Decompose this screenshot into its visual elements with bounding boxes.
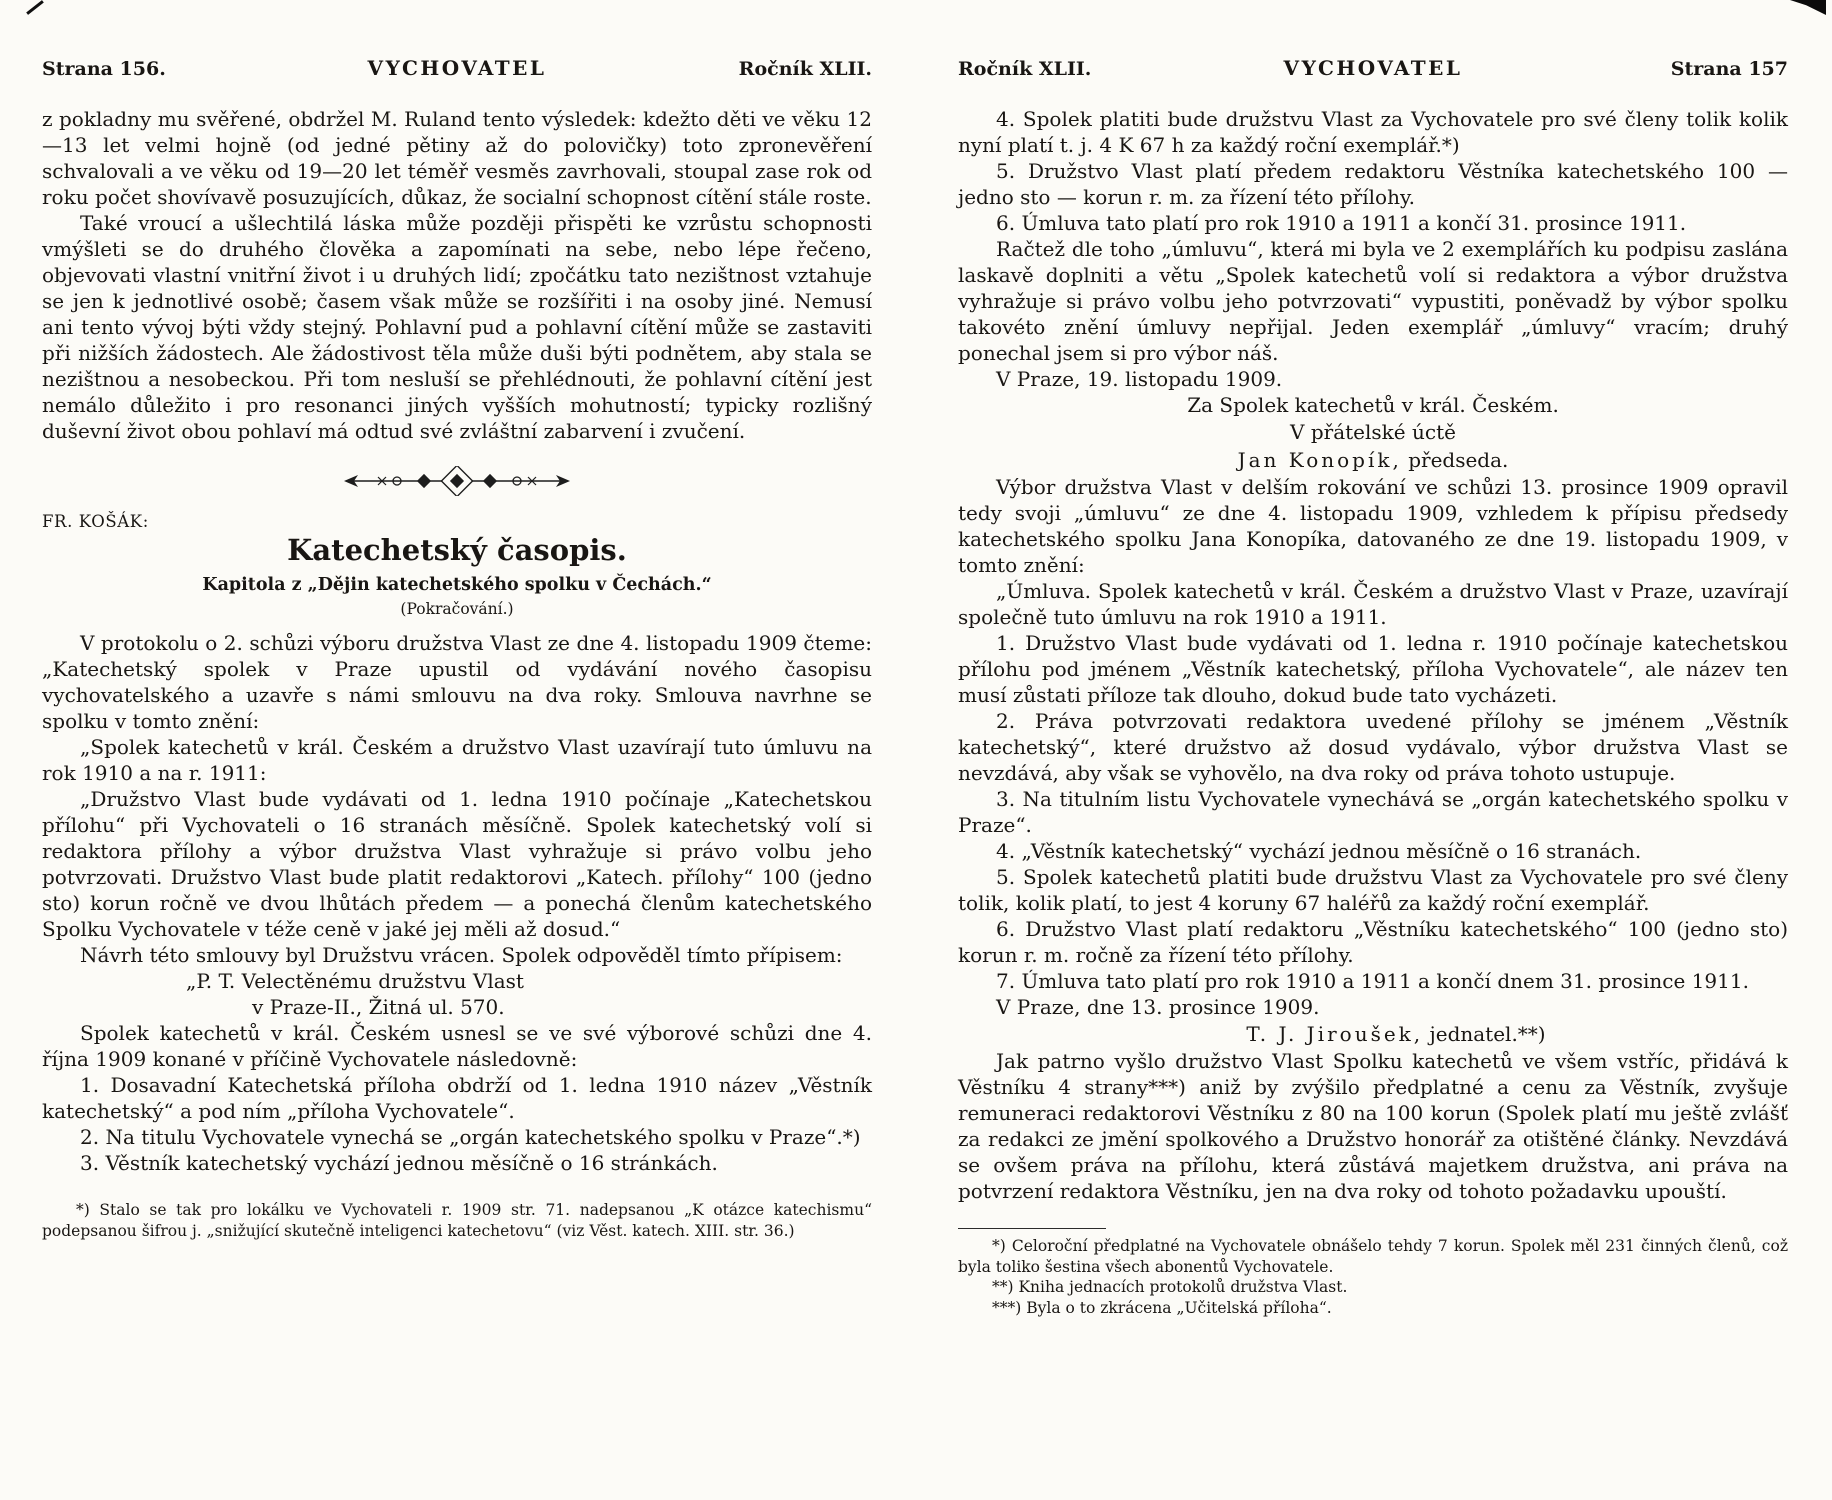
footnote: ***) Byla o to zkrácena „Učitelská příloha“.: [992, 1298, 1332, 1317]
running-header: [42, 56, 872, 80]
list-item: 5. Družstvo Vlast platí předem redaktoru Věstníka katechetského 100 — jedno sto — korun r. m. za řízení této přílohy.: [958, 159, 1788, 209]
continuation-note: (Pokračování.): [400, 600, 514, 618]
body-paragraph: „Spolek katechetů v král. Českém a družstvo Vlast uzavírají tuto úmluvu na rok 1910 a na r. 1911:: [42, 735, 872, 785]
article-author: FR. KOŠÁK:: [42, 512, 149, 531]
footnotes-block: [42, 1200, 872, 1241]
list-item: 5. Spolek katechetů platiti bude družstvu Vlast za Vychovatele pro své členy tolik, kolik platí, to jest 4 koruny 67 haléřů za každý roční exemplář.: [958, 865, 1788, 915]
list-item: 4. „Věstník katechetský“ vychází jednou měsíčně o 16 stranách.: [996, 839, 1642, 863]
journal-title: VYCHOVATEL: [367, 56, 547, 80]
footnote: *) Celoroční předplatné na Vychovatele obnášelo tehdy 7 korun. Spolek měl 231 činných členů, což byla toliko šestina všech abonentů Vychovatele.: [958, 1237, 1788, 1276]
list-item: 3. Věstník katechetský vychází jednou měsíčně o 16 stránkách.: [80, 1151, 718, 1175]
list-item: 6. Družstvo Vlast platí redaktoru „Věstníku katechetského“ 100 (jedno sto) korun r. m. ročně za řízení této přílohy.: [958, 917, 1788, 967]
journal-title: VYCHOVATEL: [1283, 56, 1463, 80]
list-item: 4. Spolek platiti bude družstvu Vlast za Vychovatele pro své členy tolik kolik nyní platí t. j. 4 K 67 h za každý roční exemplář.*): [958, 107, 1788, 157]
list-item: 6. Úmluva tato platí pro rok 1910 a 1911 a končí 31. prosince 1911.: [996, 211, 1687, 235]
signatory-role: předseda.: [1408, 448, 1509, 472]
page-number: Strana 157: [1670, 58, 1788, 80]
body-paragraph: „Družstvo Vlast bude vydávati od 1. ledna 1910 počínaje „Katechetskou přílohu“ při Vychovateli o 16 stranách měsíčně. Spolek katechetský volí si redaktora přílohy a výbor družstva Vlast vyhražuje si právo volbu jeho potvrzovati. Družstvo Vlast bude platit redaktorovi „Katech. přílohy“ 100 (jedno sto) korun ročně ve dvou lhůtách předem — a ponechá členům katechetského Spolku Vychovatele v téže ceně v jaké jej měli až dosud.“: [42, 787, 872, 941]
body-paragraph: Návrh této smlouvy byl Družstvu vrácen. Spolek odpověděl tímto přípisem:: [80, 943, 843, 967]
signature-line: [958, 1020, 1788, 1048]
list-item: 3. Na titulním listu Vychovatele vynechává se „orgán katechetského spolku v Praze“.: [958, 787, 1788, 837]
body-paragraph: Výbor družstva Vlast v delším rokování ve schůzi 13. prosince 1909 opravil tedy svoji „úmluvu“ ze dne 4. listopadu 1909, vzhledem k přípisu předsedy katechetského spolku Jana Konopíka, datovaného ze dne 19. listopadu 1909, v tomto znění:: [958, 475, 1788, 577]
list-item: 1. Družstvo Vlast bude vydávati od 1. ledna r. 1910 počínaje katechetskou přílohu pod jménem „Věstník katechetský, příloha Vychovatele“, ale název ten musí zůstati příloze tak dlouho, dokud bude tato vycházeti.: [958, 631, 1788, 707]
list-item: 1. Dosavadní Katechetská příloha obdrží od 1. ledna 1910 název „Věstník katechetský“ a pod ním „příloha Vychovatele“.: [42, 1073, 872, 1123]
footnote: *) Stalo se tak pro lokálku ve Vychovateli r. 1909 str. 71. nadepsanou „K otázce katechismu“ podepsanou šifrou j. „snižující skutečně inteligenci katechetovu“ (viz Věst. katech. XIII. str. 36.): [42, 1201, 872, 1240]
list-item: 7. Úmluva tato platí pro rok 1910 a 1911 a končí dnem 31. prosince 1911.: [996, 969, 1749, 993]
body-paragraph: Také vroucí a ušlechtilá láska může později přispěti ke vzrůstu schopnosti vmýšleti se do druhého člověka a zapomínati na sebe, nebo lépe řečeno, objevovati vlastní vnitřní život i u druhých lidí; zpočátku tato nezištnost vztahuje se jen k jednotlivé osobě; časem však může se rozšířiti i na osoby jiné. Nemusí ani tento vývoj býti vždy stejný. Pohlavní pud a pohlavní cítění může se zastaviti při nižších žádostech. Ale žádostivost těla může duši býti podnětem, aby stala se nezištnou a nesobeckou. Při tom nesluší se přehlédnouti, že pohlavní cítění jest nemálo důležito i pro resonanci jiných vyšších mohutností; typicky rozlišný duševní život obou pohlaví má odtud své zvláštní zabarvení i zvučení.: [42, 211, 872, 443]
decorative-ornament-icon: [342, 466, 572, 500]
footnotes-block: [958, 1228, 1788, 1318]
place-date-line: V Praze, 19. listopadu 1909.: [996, 367, 1283, 391]
signature-line: [958, 446, 1788, 474]
closing-line: Za Spolek katechetů v král. Českém.: [1187, 393, 1559, 417]
body-paragraph: „Úmluva. Spolek katechetů v král. Českém a družstvo Vlast v Praze, uzavírají společně tuto úmluvu na rok 1910 a 1911.: [958, 579, 1788, 629]
body-paragraph: V protokolu o 2. schůzi výboru družstva Vlast ze dne 4. listopadu 1909 čteme: „Katechetský spolek v Praze upustil od vydávání nového časopisu vychovatelského a uzavře s námi smlouvu na dva roky. Smlouva navrhne se spolku v tomto znění:: [42, 631, 872, 733]
footnote: **) Kniha jednacích protokolů družstva Vlast.: [992, 1278, 1348, 1296]
volume-label: Ročník XLII.: [958, 58, 1092, 80]
closing-line: V přátelské úctě: [1290, 420, 1456, 444]
place-date-line: V Praze, dne 13. prosince 1909.: [996, 995, 1320, 1019]
letter-address: v Praze-II., Žitná ul. 570.: [252, 995, 505, 1019]
letter-salutation: „P. T. Velectěnému družstvu Vlast: [186, 969, 524, 993]
body-paragraph: Račtež dle toho „úmluvu“, která mi byla ve 2 exemplářích ku podpisu zaslána laskavě doplniti a větu „Spolek katechetů volí si redaktora a výbor družstva vyhražuje si právo volbu jeho potvrzovati“ vypustiti, poněvadž by výbor spolku takovéto znění úmluvy nepřijal. Jeden exemplář „úmluvy“ vracím; druhý ponechal jsem si pro výbor náš.: [958, 237, 1788, 365]
body-paragraph: z pokladny mu svěřené, obdržel M. Ruland tento výsledek: kdežto děti ve věku 12—13 let velmi hojně (od jedné pětiny až do polovičky) toto zpronevěření schvalovali a ve věku od 19—20 let téměř vesměs zavrhovali, stoupal zase rok od roku počet shovívavě posuzujících, důkaz, že socialní schopnost cítění stále roste.: [42, 107, 872, 209]
footnote-rule: [958, 1228, 1106, 1229]
ornament-row: [42, 466, 872, 500]
signatory-role: jednatel.**): [1429, 1022, 1546, 1046]
page-number: Strana 156.: [42, 58, 166, 80]
volume-label: Ročník XLII.: [738, 58, 872, 80]
body-paragraph: Jak patrno vyšlo družstvo Vlast Spolku katechetů ve všem vstříc, přidává k Věstníku 4 strany***) aniž by zvýšilo předplatné a cenu za Věstník, zvyšuje remuneraci redaktorovi Věstníku z 80 na 100 korun (Spolek platí mu ještě zvlášť za redakci ze jmění spolkového a Družstvo honorář za otištěné články. Nevzdává se ovšem práva na přílohu, která zůstává majetkem družstva, ani práva na potvrzení redaktora Věstníku, jen na dva roky od tohoto požadavku upouští.: [958, 1049, 1788, 1203]
signatory-name: T. J. Jiroušek,: [1246, 1022, 1424, 1046]
article-subtitle: Kapitola z „Dějin katechetského spolku v Čechách.“: [202, 575, 712, 595]
running-header: [958, 56, 1788, 80]
page-right: [924, 0, 1832, 1500]
body-paragraph: Spolek katechetů v král. Českém usnesl se ve své výborové schůzi dne 4. října 1909 konané v příčině Vychovatele následovně:: [42, 1021, 872, 1071]
signatory-name: Jan Konopík,: [1237, 448, 1402, 472]
list-item: 2. Práva potvrzovati redaktora uvedené přílohy se jménem „Věstník katechetský“, které družstvo až dosud vydávalo, výbor družstva Vlast se nevzdává, aby však se vyhovělo, na dva roky od práva tohoto ustupuje.: [958, 709, 1788, 785]
list-item: 2. Na titulu Vychovatele vynechá se „orgán katechetského spolku v Praze“.*): [80, 1125, 861, 1149]
article-title: Katechetský časopis.: [287, 533, 627, 567]
